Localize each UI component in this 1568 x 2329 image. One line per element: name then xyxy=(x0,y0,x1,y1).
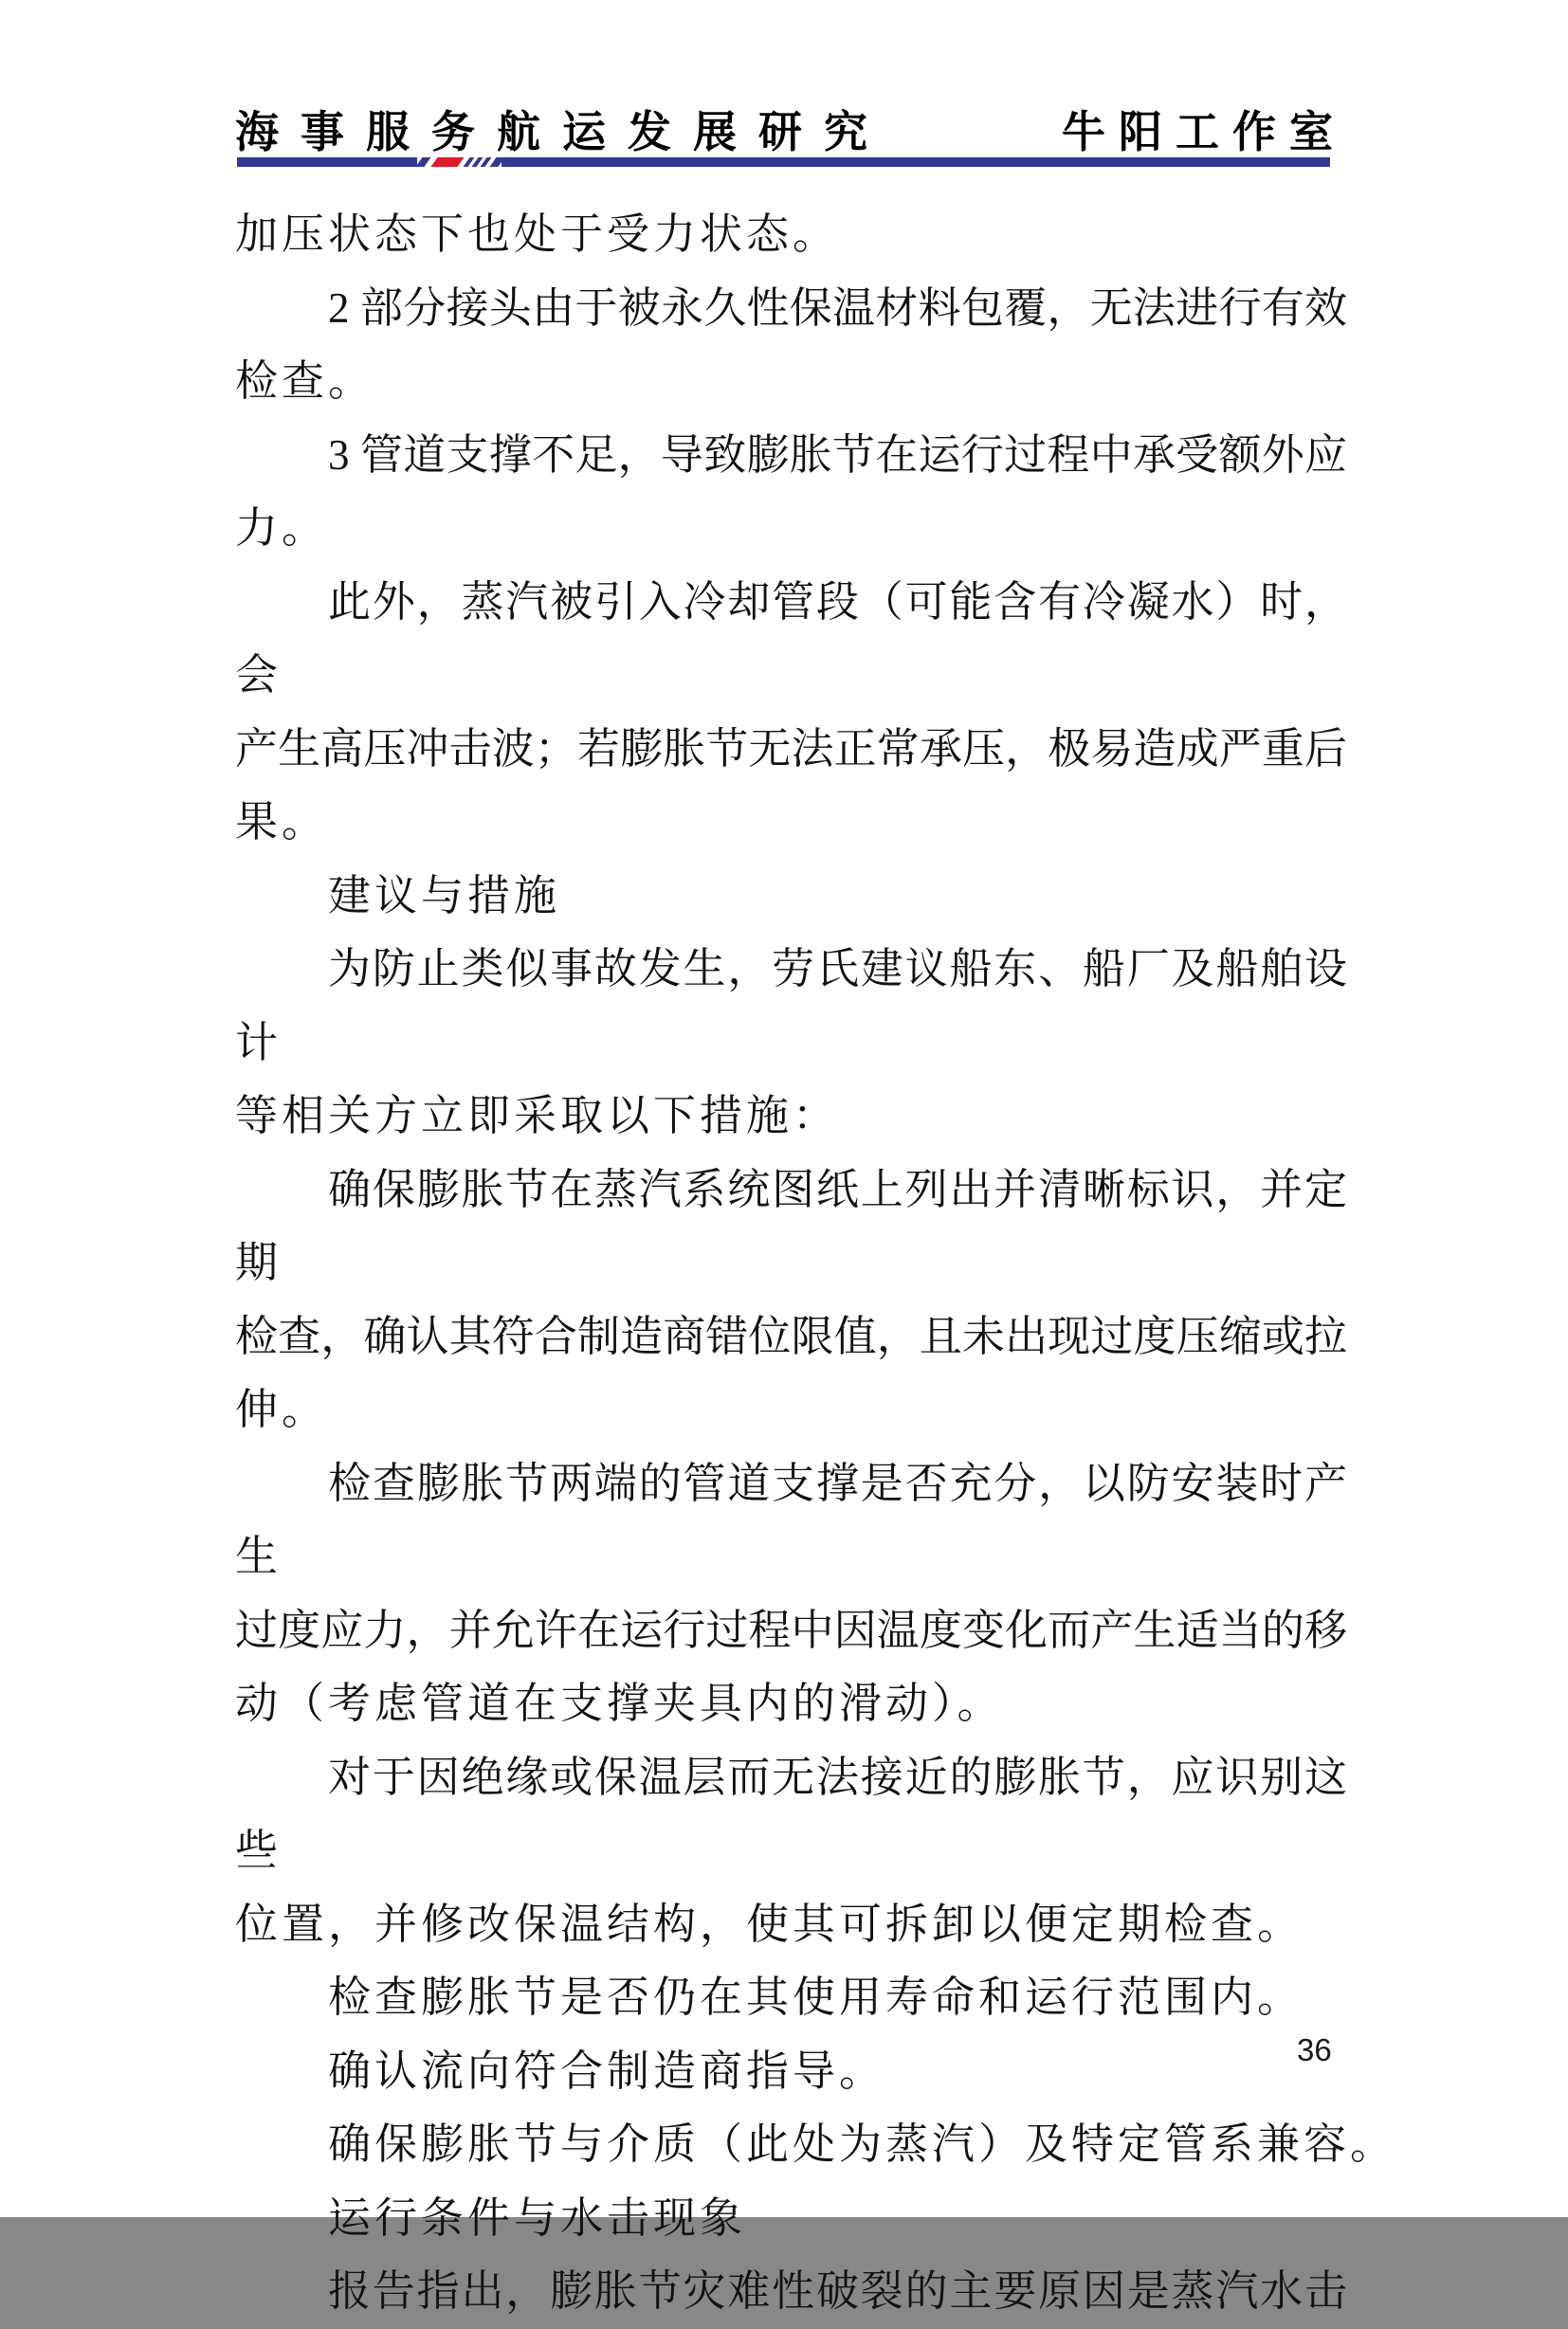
header-right-title: 牛阳工作室 xyxy=(1062,107,1346,156)
text-line: 报告指出，膨胀节灾难性破裂的主要原因是蒸汽水击 xyxy=(328,2267,1347,2315)
rule-wedge-icon xyxy=(415,157,430,167)
text-line: 等相关方立即采取以下措施： xyxy=(235,1092,840,1139)
text-line: 检查。 xyxy=(235,357,375,405)
rule-bar-left xyxy=(237,157,417,167)
header-rule xyxy=(237,157,1330,167)
rule-red-accent-icon xyxy=(430,157,464,167)
header-left-title: 海事服务航运发展研究 xyxy=(235,107,889,156)
text-line: 对于因绝缘或保温层而无法接近的膨胀节，应识别这些 xyxy=(235,1753,1347,1874)
text-line: 此外，蒸汽被引入冷却管段（可能含有冷凝水）时，会 xyxy=(235,577,1347,699)
text-line: 过度应力，并允许在运行过程中因温度变化而产生适当的移 xyxy=(235,1606,1347,1654)
text-line: 检查膨胀节是否仍在其使用寿命和运行范围内。 xyxy=(328,1974,1304,2021)
text-line: 位置，并修改保温结构，使其可拆卸以便定期检查。 xyxy=(235,1900,1304,1948)
text-line: 2 部分接头由于被永久性保温材料包覆，无法进行有效 xyxy=(328,283,1347,332)
text-line: 为防止类似事故发生，劳氏建议船东、船厂及船舶设计 xyxy=(235,945,1347,1066)
text-line: 产生高压冲击波；若膨胀节无法正常承压，极易造成严重后 xyxy=(235,724,1347,773)
body-text xyxy=(235,198,1397,2329)
text-line: 确认流向符合制造商指导。 xyxy=(328,2047,886,2095)
text-line: 果。 xyxy=(235,798,329,846)
rule-accent-decoration xyxy=(417,157,501,167)
text-line: 确保膨胀节与介质（此处为蒸汽）及特定管系兼容。 xyxy=(328,2120,1397,2168)
text-line: 3 管道支撑不足，导致膨胀节在运行过程中承受额外应 xyxy=(328,430,1347,479)
text-line: 力。 xyxy=(235,504,329,552)
text-line: 运行条件与水击现象 xyxy=(328,2193,747,2242)
page-number: 36 xyxy=(1297,2032,1332,2067)
text-line: 检查，确认其符合制造商错位限值，且未出现过度压缩或拉 xyxy=(235,1312,1347,1360)
page-header xyxy=(235,99,1346,156)
text-line: 确保膨胀节在蒸汽系统图纸上列出并清晰标识，并定期 xyxy=(235,1165,1347,1286)
text-line: 伸。 xyxy=(235,1386,329,1433)
text-line: 动（考虑管道在支撑夹具内的滑动）。 xyxy=(235,1680,1004,1727)
text-line: 检查膨胀节两端的管道支撑是否充分，以防安装时产生 xyxy=(235,1459,1347,1580)
text-line: 建议与措施 xyxy=(328,871,561,919)
text-line: 加压状态下也处于受力状态。 xyxy=(235,210,840,258)
rule-bar-right xyxy=(501,157,1330,167)
